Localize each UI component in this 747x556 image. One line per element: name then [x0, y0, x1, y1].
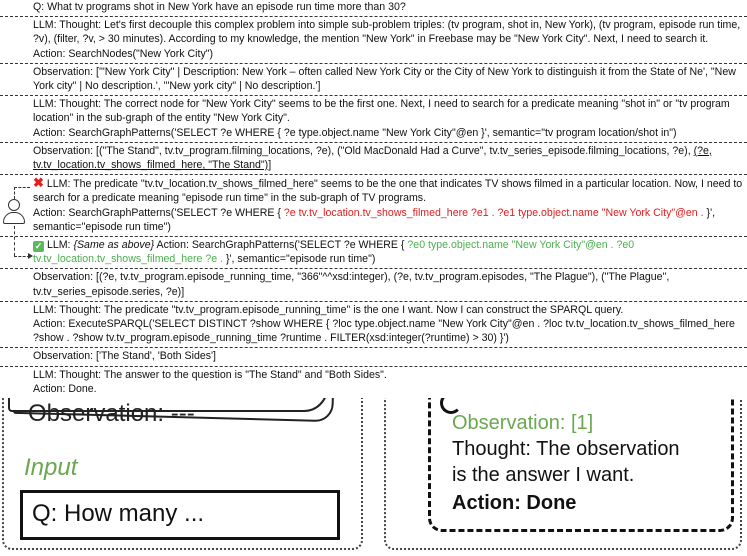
right-thought-line-2: is the answer I want.: [452, 464, 635, 486]
question-block: [0, 0, 747, 17]
connector-top-line: [14, 187, 30, 188]
step-4-observation-underlined: (?e, tv.tv_location.tv_shows_filmed_here, "The Stand"): [33, 144, 712, 172]
connector-top-vertical: [14, 187, 15, 199]
connector-bottom-vertical: [14, 226, 15, 256]
step-6-action-pre: Action: SearchGraphPatterns('SELECT ?e WHERE {: [154, 239, 408, 252]
step-3-thought: LLM: Thought: The correct node for "New York City" seems to be the first one. Next, I need to search for a predicate meaning "shot in" or "tv program location" in the sub-graph of the entity "New York City".: [33, 98, 730, 125]
step-1-action: Action: SearchNodes("New York City"): [33, 47, 214, 60]
user-body: [3, 212, 25, 224]
cross-mark-icon: ✖: [33, 175, 44, 191]
right-thought-line-1: Thought: The observation: [452, 438, 680, 460]
step-8-thought: LLM: Thought: The predicate "tv.tv_program.episode_running_time" is the one I want. Now I can construct the SPARQL query.: [33, 303, 624, 316]
user-head: [8, 199, 20, 211]
step-5-wrong-thought: LLM: The predicate "tv.tv_location.tv_shows_filmed_here" seems to be the one that indicates TV shows filmed in a particular location. Now, I need to search for a predicate meaning "episode run time" in the sub-graph of TV programs.: [33, 178, 743, 205]
step-6-same-as-above: {Same as above}: [73, 239, 155, 252]
step-block-9: [0, 348, 747, 366]
step-5-action-pre: Action: SearchGraphPatterns('SELECT ?e WHERE {: [33, 206, 284, 219]
step-10-thought: LLM: Thought: The answer to the question is "The Stand" and "Both Sides".: [33, 368, 387, 381]
step-4-observation-pre: Observation: [("The Stand", tv.tv_program.filming_locations, ?e), ("Old MacDonald Had a Curve", tv.tv_series_episode.filming_locations, ?e),: [33, 144, 694, 157]
step-block-8: [0, 302, 747, 349]
step-3-action: Action: SearchGraphPatterns('SELECT ?e WHERE { ?e type.object.name "New York City"@en }', semantic="tv program location/shot in"): [33, 126, 677, 139]
check-mark-icon: ✓: [34, 241, 43, 252]
left-observation-text: Observation: ---: [28, 400, 195, 427]
step-6-pre: LLM:: [46, 239, 74, 252]
user-icon: [3, 199, 25, 229]
step-block-3: [0, 96, 747, 143]
step-6-action-post: }', semantic="episode run time"): [223, 253, 376, 266]
step-block-5-wrong: [0, 175, 747, 237]
step-6-action-correct-pattern: ?e0 type.object.name "New York City"@en . ?e0 tv.tv_location.tv_shows_filmed_here ?e .: [33, 239, 635, 266]
step-1-thought: LLM: Thought: Let's first decouple this complex problem into simple sub-problem triples: (tv program, shot in, New York), (tv program, episode run time, ?v), (filter, ?v, > 30 minutes). According to my knowledge, the mention "New York" in Freebase may be "New York City". Next, I need to search it.: [33, 19, 741, 46]
arrow-head-icon: [28, 253, 33, 259]
step-block-4: [0, 143, 747, 175]
step-4-observation-post: ]: [268, 159, 272, 172]
input-question-text: Q: How many ...: [32, 500, 205, 527]
step-8-action: Action: ExecuteSPARQL('SELECT DISTINCT ?show WHERE { ?loc type.object.name "New York City"@en . ?loc tv.tv_location.tv_shows_filmed_here ?show . ?show tv.tv_program.episode_running_time ?runtime . FILTER(xsd:integer(?runtime) > 30) }'): [33, 318, 735, 345]
right-action-text: Action: Done: [452, 492, 577, 514]
step-block-6-corrected: [0, 237, 747, 269]
step-9-observation: Observation: ['The Stand', 'Both Sides']: [33, 350, 216, 363]
step-block-1: [0, 17, 747, 64]
step-7-observation: Observation: [(?e, tv.tv_program.episode_running_time, "366"^^xsd:integer), (?e, tv.tv_program.episodes, "The Plague"), ("The Plague", tv.tv_series_episode.series, ?e)]: [33, 271, 670, 298]
step-5-action-post: }', semantic="episode run time"): [33, 206, 716, 233]
step-10-action: Action: Done.: [33, 382, 97, 395]
step-block-7: [0, 269, 747, 301]
question-text: Q: What tv programs shot in New York have an episode run time more than 30?: [33, 1, 406, 13]
input-label: Input: [24, 454, 78, 481]
step-block-2: [0, 64, 747, 96]
step-5-action-wrong-pattern: ?e tv.tv_location.tv_shows_filmed_here ?e1 . ?e1 type.object.name "New York City"@en .: [283, 206, 704, 219]
right-observation-text: Observation: [1]: [452, 412, 594, 434]
step-2-observation: Observation: ['"New York City" | Description: New York – often called New York City or the City of New York to distinguish it from the State of Ne', "New York city" | No description.', '"New york city" | No description.']: [33, 65, 736, 93]
step-block-10: [0, 367, 747, 398]
